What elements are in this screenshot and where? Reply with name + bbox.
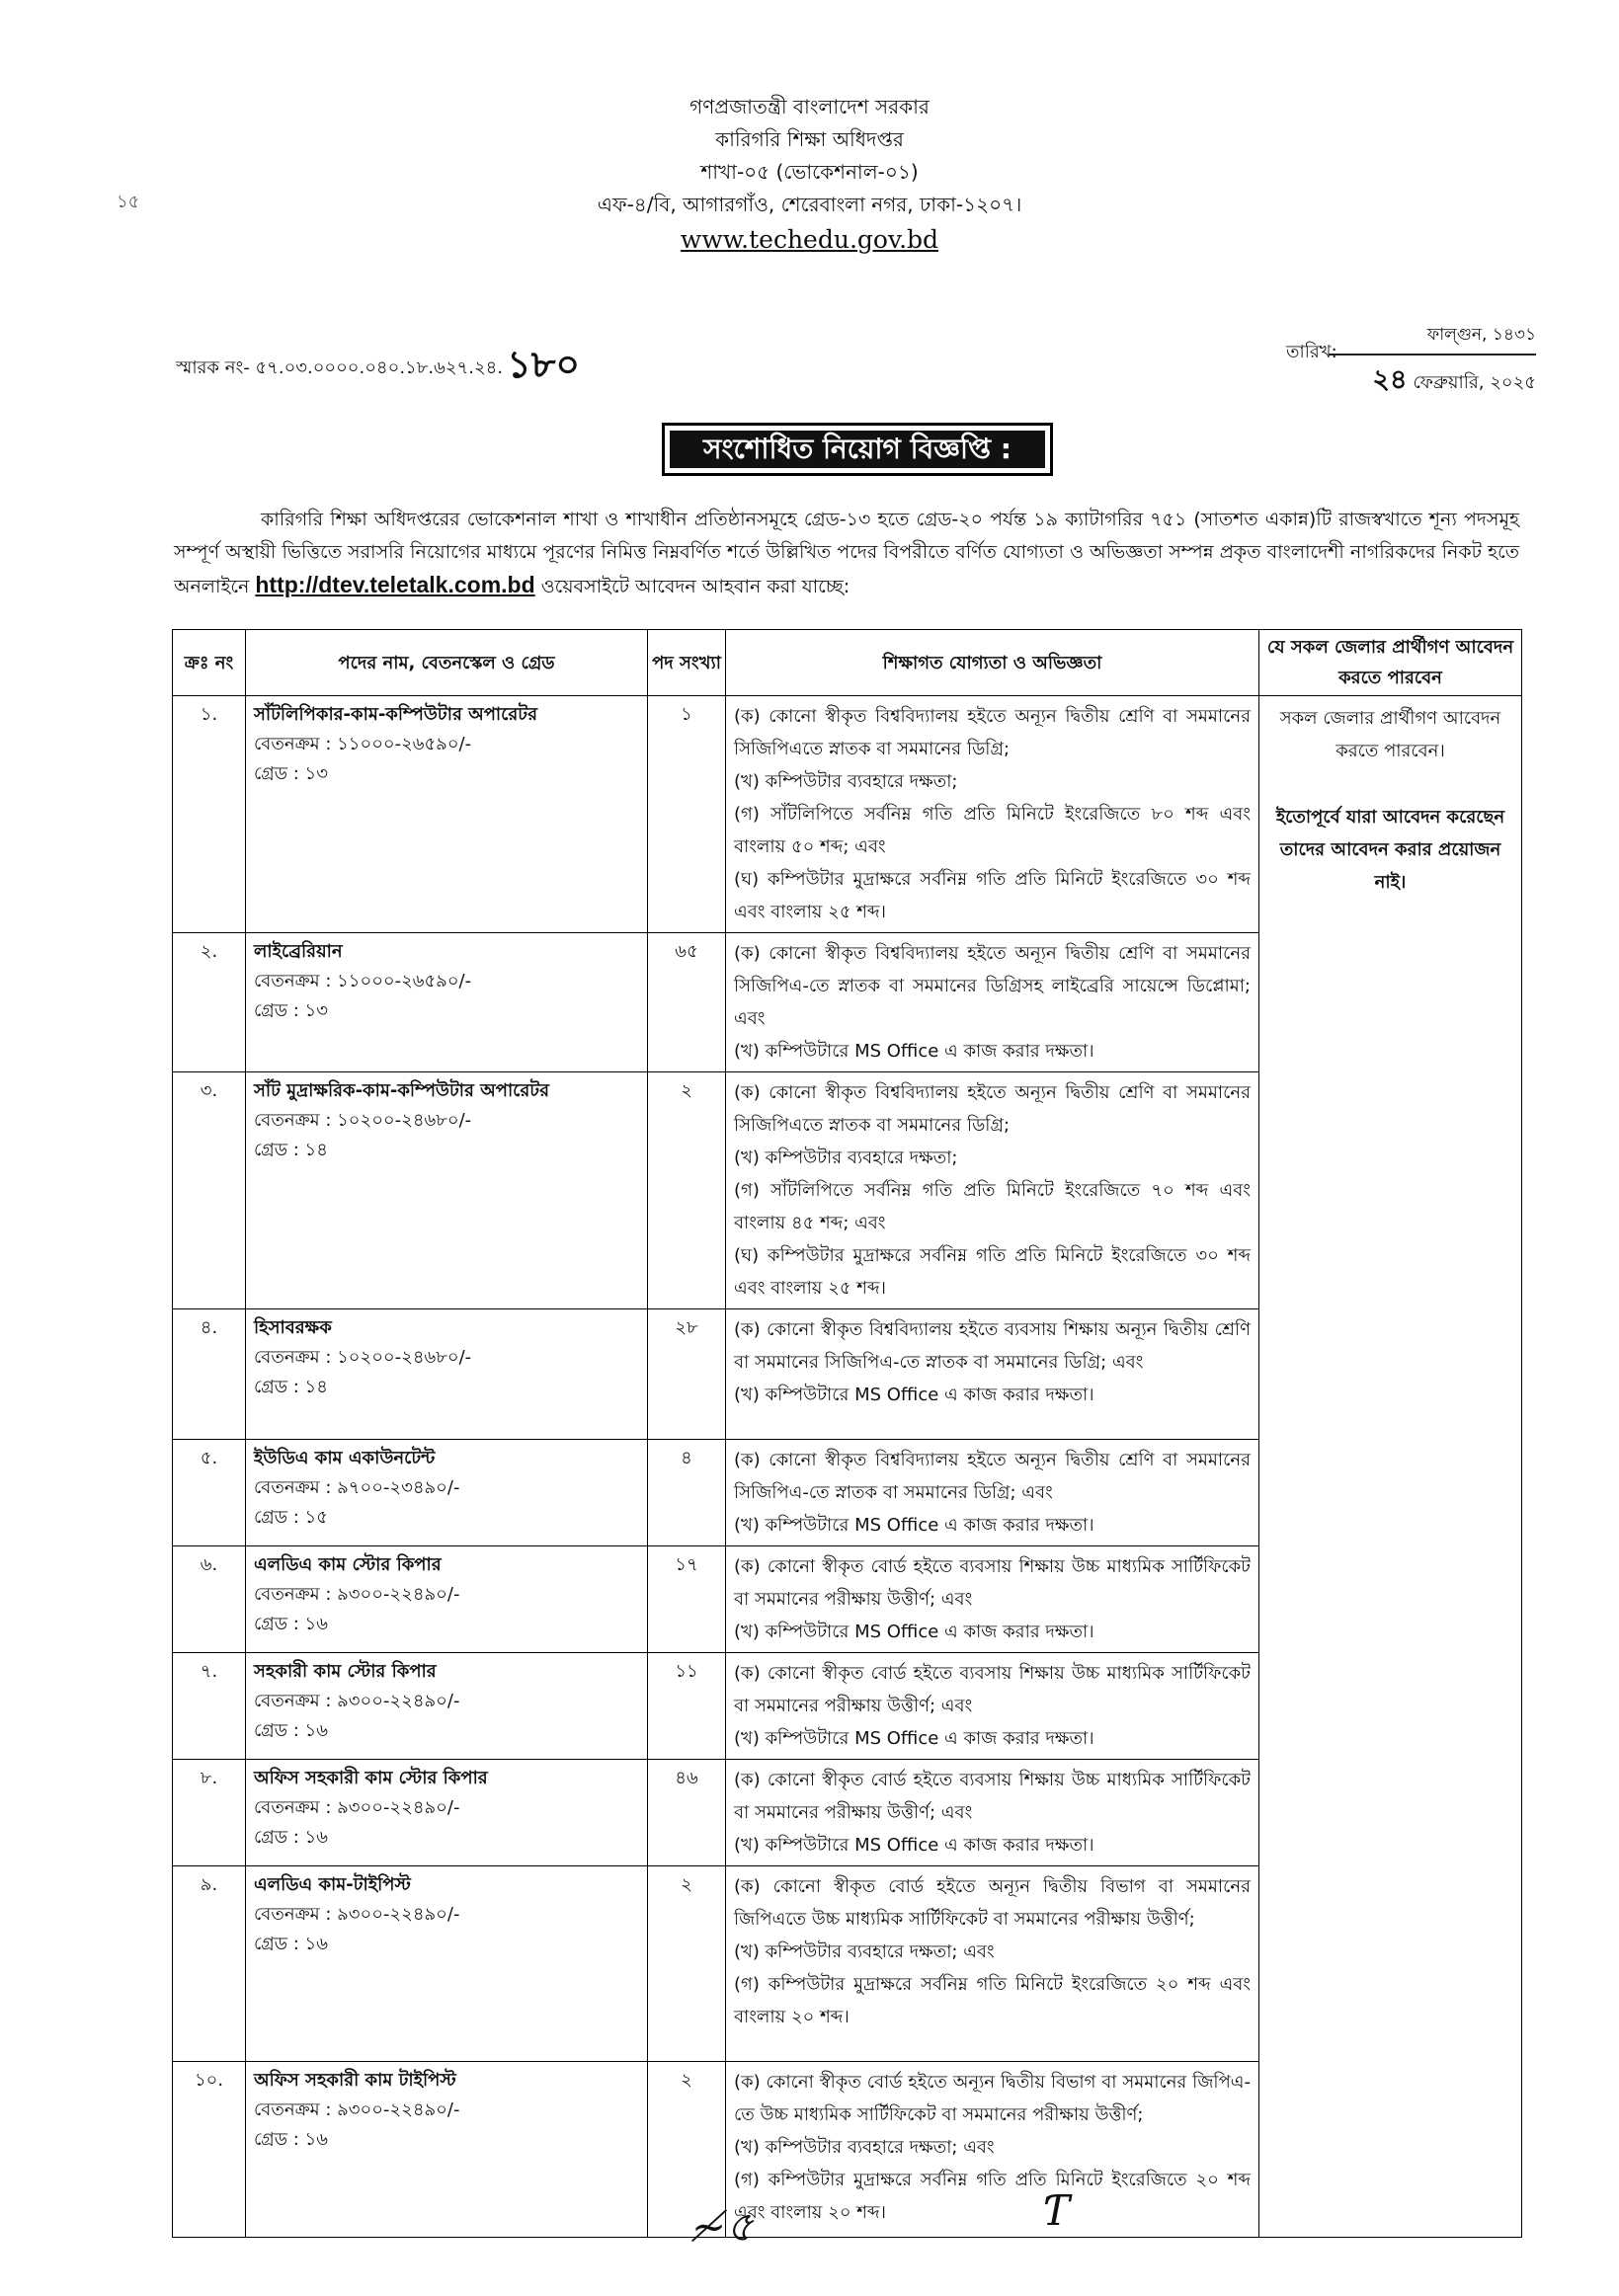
row-serial: ৫. <box>173 1440 246 1546</box>
qualification-item: (গ) সাঁটলিপিতে সর্বনিম্ন গতি প্রতি মিনিটে ইংরেজিতে ৮০ শব্দ এবং বাংলায় ৫০ শব্দ; এবং <box>734 804 1251 857</box>
eligibility-previous-applicants: ইতোপূর্বে যারা আবেদন করেছেন তাদের আবেদন করার প্রয়োজন নাই। <box>1275 807 1505 893</box>
table-header-row <box>173 630 1522 696</box>
table-row <box>173 696 1522 933</box>
grade: গ্রেড : ১৬ <box>254 1614 328 1634</box>
row-qualification <box>726 2062 1259 2238</box>
pay-scale: বেতনক্রম : ৯৩০০-২২৪৯০/- <box>254 2099 460 2120</box>
pay-scale: বেতনক্রম : ৯৩০০-২২৪৯০/- <box>254 1797 460 1818</box>
row-qualification <box>726 1309 1259 1440</box>
row-serial: ৩. <box>173 1072 246 1309</box>
intro-paragraph <box>174 504 1519 603</box>
eligibility-all-districts: সকল জেলার প্রার্থীগণ আবেদন করতে পারবেন। <box>1279 708 1501 761</box>
qualification-item: (ক) কোনো স্বীকৃত বোর্ড হইতে ব্যবসায় শিক্ষায় উচ্চ মাধ্যমিক সার্টিফিকেট বা সমমানের পরীক্ষায় উত্তীর্ণ; এবং <box>734 1556 1251 1610</box>
govt-name: গণপ্রজাতন্ত্রী বাংলাদেশ সরকার <box>689 95 930 119</box>
row-post-cell <box>246 1546 648 1653</box>
pay-scale: বেতনক্রম : ৯৩০০-২২৪৯০/- <box>254 1904 460 1925</box>
row-serial: ৭. <box>173 1653 246 1760</box>
office-address: এফ-৪/বি, আগারগাঁও, শেরেবাংলা নগর, ঢাকা-১২০৭। <box>597 193 1022 216</box>
post-name: সাঁটলিপিকার-কাম-কম্পিউটার অপারেটর <box>254 704 537 725</box>
row-post-count: ১১ <box>648 1653 726 1760</box>
notice-title: সংশোধিত নিয়োগ বিজ্ঞপ্তি : <box>670 431 1045 468</box>
post-name: সাঁট মুদ্রাক্ষরিক-কাম-কম্পিউটার অপারেটর <box>254 1080 550 1101</box>
signature-initials-right: Ƭ <box>1042 2186 1071 2235</box>
row-serial: ৮. <box>173 1760 246 1866</box>
qualification-item: (খ) কম্পিউটারে MS Office এ কাজ করার দক্ষতা। <box>734 1385 1094 1405</box>
memo-reference <box>176 336 580 399</box>
row-post-cell <box>246 1440 648 1546</box>
qualification-item: (খ) কম্পিউটারে MS Office এ কাজ করার দক্ষতা। <box>734 1041 1094 1062</box>
qualification-item: (ক) কোনো স্বীকৃত বোর্ড হইতে অন্যূন দ্বিতীয় বিভাগ বা সমমানের জিপিএ-তে উচ্চ মাধ্যমিক সার্টিফিকেট বা সমমানের পরীক্ষায় উত্তীর্ণ; <box>734 2072 1251 2125</box>
application-url-link[interactable]: http://dtev.teletalk.com.bd <box>255 572 535 597</box>
qualification-item: (ক) কোনো স্বীকৃত বোর্ড হইতে ব্যবসায় শিক্ষায় উচ্চ মাধ্যমিক সার্টিফিকেট বা সমমানের পরীক্ষায় উত্তীর্ণ; এবং <box>734 1663 1251 1716</box>
row-qualification <box>726 933 1259 1072</box>
row-qualification <box>726 1072 1259 1309</box>
date-month-year: ফেব্রুয়ারি, ২০২৫ <box>1413 372 1536 393</box>
row-post-cell <box>246 1072 648 1309</box>
post-name: এলডিএ কাম-টাইপিস্ট <box>254 1874 411 1895</box>
row-qualification <box>726 696 1259 933</box>
date-label: তারিখ: <box>1286 342 1337 362</box>
row-post-cell <box>246 2062 648 2238</box>
row-serial: ৬. <box>173 1546 246 1653</box>
grade: গ্রেড : ১৬ <box>254 1720 328 1741</box>
row-post-count: ২ <box>648 1072 726 1309</box>
intro-text-start: কারিগরি শিক্ষা অধিদপ্তরের ভোকেশনাল শাখা ও শাখাধীন প্রতিষ্ঠানসমূহে গ্রেড-১৩ হতে গ্রেড-২০ পর্যন্ত ১৯ ক্যাটাগরির ৭৫১ (সাতশত একান্ন)টি রাজস্বখাতে শূন্য পদসমূহ সম্পূর্ণ অস্থায়ী ভিত্তিতে সরাসরি নিয়োগের মাধ্যমে পূরণের নিমিত্ত নিম্নবর্ণিত শর্তে উল্লিখিত পদের বিপরীতে বর্ণিত যোগ্যতা ও অভিজ্ঞতা সম্পন্ন প্রকৃত বাংলাদেশী নাগরিকদের নিকট হতে অনলাইনে <box>174 509 1519 597</box>
post-name: ইউডিএ কাম একাউনটেন্ট <box>254 1448 436 1468</box>
row-serial: ৯. <box>173 1866 246 2062</box>
qualification-item: (ঘ) কম্পিউটার মুদ্রাক্ষরে সর্বনিম্ন গতি প্রতি মিনিটে ইংরেজিতে ৩০ শব্দ এবং বাংলায় ২৫ শব্দ। <box>734 869 1251 922</box>
qualification-item: (ক) কোনো স্বীকৃত বিশ্ববিদ্যালয় হইতে অন্যূন দ্বিতীয় শ্রেণি বা সমমানের সিজিপিএ-তে স্নাতক বা সমমানের ডিগ্রিসহ লাইব্রেরি সায়েন্সে ডিপ্লোমা; এবং <box>734 943 1251 1029</box>
qualification-item: (খ) কম্পিউটার ব্যবহারে দক্ষতা; এবং <box>734 1941 995 1962</box>
row-qualification <box>726 1440 1259 1546</box>
pay-scale: বেতনক্রম : ৯৩০০-২২৪৯০/- <box>254 1584 460 1605</box>
post-name: অফিস সহকারী কাম টাইপিস্ট <box>254 2070 456 2091</box>
qualification-item: (ক) কোনো স্বীকৃত বোর্ড হইতে ব্যবসায় শিক্ষায় উচ্চ মাধ্যমিক সার্টিফিকেট বা সমমানের পরীক্ষায় উত্তীর্ণ; এবং <box>734 1770 1251 1823</box>
memo-reference-label: স্মারক নং- ৫৭.০৩.০০০০.০৪০.১৮.৬২৭.২৪. <box>176 357 504 378</box>
post-name: এলডিএ কাম স্টোর কিপার <box>254 1554 442 1575</box>
department-name: কারিগরি শিক্ষা অধিদপ্তর <box>715 127 904 151</box>
row-qualification <box>726 1760 1259 1866</box>
post-name: অফিস সহকারী কাম স্টোর কিপার <box>254 1768 488 1788</box>
row-post-count: ৪ <box>648 1440 726 1546</box>
letterhead <box>0 91 1619 259</box>
qualification-item: (ক) কোনো স্বীকৃত বিশ্ববিদ্যালয় হইতে অন্যূন দ্বিতীয় শ্রেণি বা সমমানের সিজিপিএতে স্নাতক বা সমমানের ডিগ্রি; <box>734 1082 1251 1136</box>
row-post-cell <box>246 1309 648 1440</box>
row-post-cell <box>246 696 648 933</box>
row-post-count: ২ <box>648 2062 726 2238</box>
margin-handwriting: ১৫ <box>117 192 140 212</box>
qualification-item: (ক) কোনো স্বীকৃত বিশ্ববিদ্যালয় হইতে অন্যূন দ্বিতীয় শ্রেণি বা সমমানের সিজিপিএতে স্নাতক বা সমমানের ডিগ্রি; <box>734 706 1251 759</box>
grade: গ্রেড : ১৪ <box>254 1377 328 1397</box>
header-eligibility: যে সকল জেলার প্রার্থীগণ আবেদন করতে পারবেন <box>1259 630 1522 696</box>
row-serial: ১০. <box>173 2062 246 2238</box>
row-post-count: ২৮ <box>648 1309 726 1440</box>
qualification-item: (ক) কোনো স্বীকৃত বিশ্ববিদ্যালয় হইতে ব্যবসায় শিক্ষায় অন্যূন দ্বিতীয় শ্রেণি বা সমমানের সিজিপিএ-তে স্নাতক বা সমমানের ডিগ্রি; এবং <box>734 1319 1251 1373</box>
header-count: পদ সংখ্যা <box>648 630 726 696</box>
row-post-count: ৬৫ <box>648 933 726 1072</box>
row-post-count: ১৭ <box>648 1546 726 1653</box>
qualification-item: (গ) কম্পিউটার মুদ্রাক্ষরে সর্বনিম্ন গতি প্রতি মিনিটে ইংরেজিতে ২০ শব্দ এবং বাংলায় ২০ শব্দ। <box>734 2170 1251 2223</box>
row-serial: ৪. <box>173 1309 246 1440</box>
row-qualification <box>726 1546 1259 1653</box>
row-post-cell <box>246 933 648 1072</box>
date-block <box>1329 322 1536 404</box>
pay-scale: বেতনক্রম : ১০২০০-২৪৬৮০/- <box>254 1110 472 1131</box>
eligibility-cell <box>1259 696 1522 2238</box>
grade: গ্রেড : ১৩ <box>254 763 328 784</box>
row-post-cell <box>246 1760 648 1866</box>
header-serial: ক্রঃ নং <box>173 630 246 696</box>
qualification-item: (খ) কম্পিউটারে MS Office এ কাজ করার দক্ষতা। <box>734 1622 1094 1642</box>
header-post: পদের নাম, বেতনস্কেল ও গ্রেড <box>246 630 648 696</box>
row-post-cell <box>246 1653 648 1760</box>
date-bangla-calendar: ফাল্গুন, ১৪৩১ <box>1329 322 1536 356</box>
qualification-item: (গ) সাঁটলিপিতে সর্বনিম্ন গতি প্রতি মিনিটে ইংরেজিতে ৭০ শব্দ এবং বাংলায় ৪৫ শব্দ; এবং <box>734 1180 1251 1233</box>
notice-title-box <box>662 423 1053 476</box>
post-name: সহকারী কাম স্টোর কিপার <box>254 1661 437 1682</box>
qualification-item: (খ) কম্পিউটার ব্যবহারে দক্ষতা; এবং <box>734 2137 995 2158</box>
qualification-item: (ক) কোনো স্বীকৃত বিশ্ববিদ্যালয় হইতে অন্যূন দ্বিতীয় শ্রেণি বা সমমানের সিজিপিএ-তে স্নাতক বা সমমানের ডিগ্রি; এবং <box>734 1450 1251 1503</box>
pay-scale: বেতনক্রম : ৯৩০০-২২৪৯০/- <box>254 1691 460 1711</box>
grade: গ্রেড : ১৩ <box>254 1000 328 1021</box>
row-serial: ১. <box>173 696 246 933</box>
grade: গ্রেড : ১৬ <box>254 1827 328 1848</box>
pay-scale: বেতনক্রম : ৯৭০০-২৩৪৯০/- <box>254 1477 460 1498</box>
post-name: লাইব্রেরিয়ান <box>254 941 343 962</box>
qualification-item: (খ) কম্পিউটার ব্যবহারে দক্ষতা; <box>734 771 958 792</box>
row-post-cell <box>246 1866 648 2062</box>
signature-initials-left: ≁৫ <box>691 2202 754 2251</box>
row-post-count: ২ <box>648 1866 726 2062</box>
qualification-item: (ক) কোনো স্বীকৃত বোর্ড হইতে অন্যূন দ্বিতীয় বিভাগ বা সমমানের জিপিএতে উচ্চ মাধ্যমিক সার্টিফিকেট বা সমমানের পরীক্ষায় উত্তীর্ণ; <box>734 1876 1251 1930</box>
post-name: হিসাবরক্ষক <box>254 1317 332 1338</box>
qualification-item: (ঘ) কম্পিউটার মুদ্রাক্ষরে সর্বনিম্ন গতি প্রতি মিনিটে ইংরেজিতে ৩০ শব্দ এবং বাংলায় ২৫ শব্দ। <box>734 1245 1251 1299</box>
posts-table <box>172 629 1522 2238</box>
pay-scale: বেতনক্রম : ১১০০০-২৬৫৯০/- <box>254 734 472 754</box>
grade: গ্রেড : ১৪ <box>254 1140 328 1160</box>
row-serial: ২. <box>173 933 246 1072</box>
qualification-item: (খ) কম্পিউটার ব্যবহারে দক্ষতা; <box>734 1148 958 1168</box>
date-day-handwritten: ২৪ <box>1372 364 1408 395</box>
qualification-item: (খ) কম্পিউটারে MS Office এ কাজ করার দক্ষতা। <box>734 1515 1094 1536</box>
qualification-item: (খ) কম্পিউটারে MS Office এ কাজ করার দক্ষতা। <box>734 1728 1094 1749</box>
qualification-item: (খ) কম্পিউটারে MS Office এ কাজ করার দক্ষতা। <box>734 1835 1094 1856</box>
row-post-count: ৪৬ <box>648 1760 726 1866</box>
memo-reference-handwritten: ১৮০ <box>507 343 581 386</box>
grade: গ্রেড : ১৬ <box>254 1934 328 1954</box>
pay-scale: বেতনক্রম : ১১০০০-২৬৫৯০/- <box>254 971 472 991</box>
pay-scale: বেতনক্রম : ১০২০০-২৪৬৮০/- <box>254 1347 472 1368</box>
row-qualification <box>726 1866 1259 2062</box>
intro-text-end: ওয়েবসাইটে আবেদন আহবান করা যাচ্ছে: <box>534 576 850 597</box>
grade: গ্রেড : ১৫ <box>254 1507 328 1528</box>
date-gregorian <box>1329 356 1536 404</box>
header-qualification: শিক্ষাগত যোগ্যতা ও অভিজ্ঞতা <box>726 630 1259 696</box>
row-qualification <box>726 1653 1259 1760</box>
website-link[interactable]: www.techedu.gov.bd <box>680 225 939 254</box>
row-post-count: ১ <box>648 696 726 933</box>
branch-name: শাখা-০৫ (ভোকেশনাল-০১) <box>700 160 919 184</box>
grade: গ্রেড : ১৬ <box>254 2129 328 2150</box>
qualification-item: (গ) কম্পিউটার মুদ্রাক্ষরে সর্বনিম্ন গতি মিনিটে ইংরেজিতে ২০ শব্দ এবং বাংলায় ২০ শব্দ। <box>734 1974 1251 2027</box>
